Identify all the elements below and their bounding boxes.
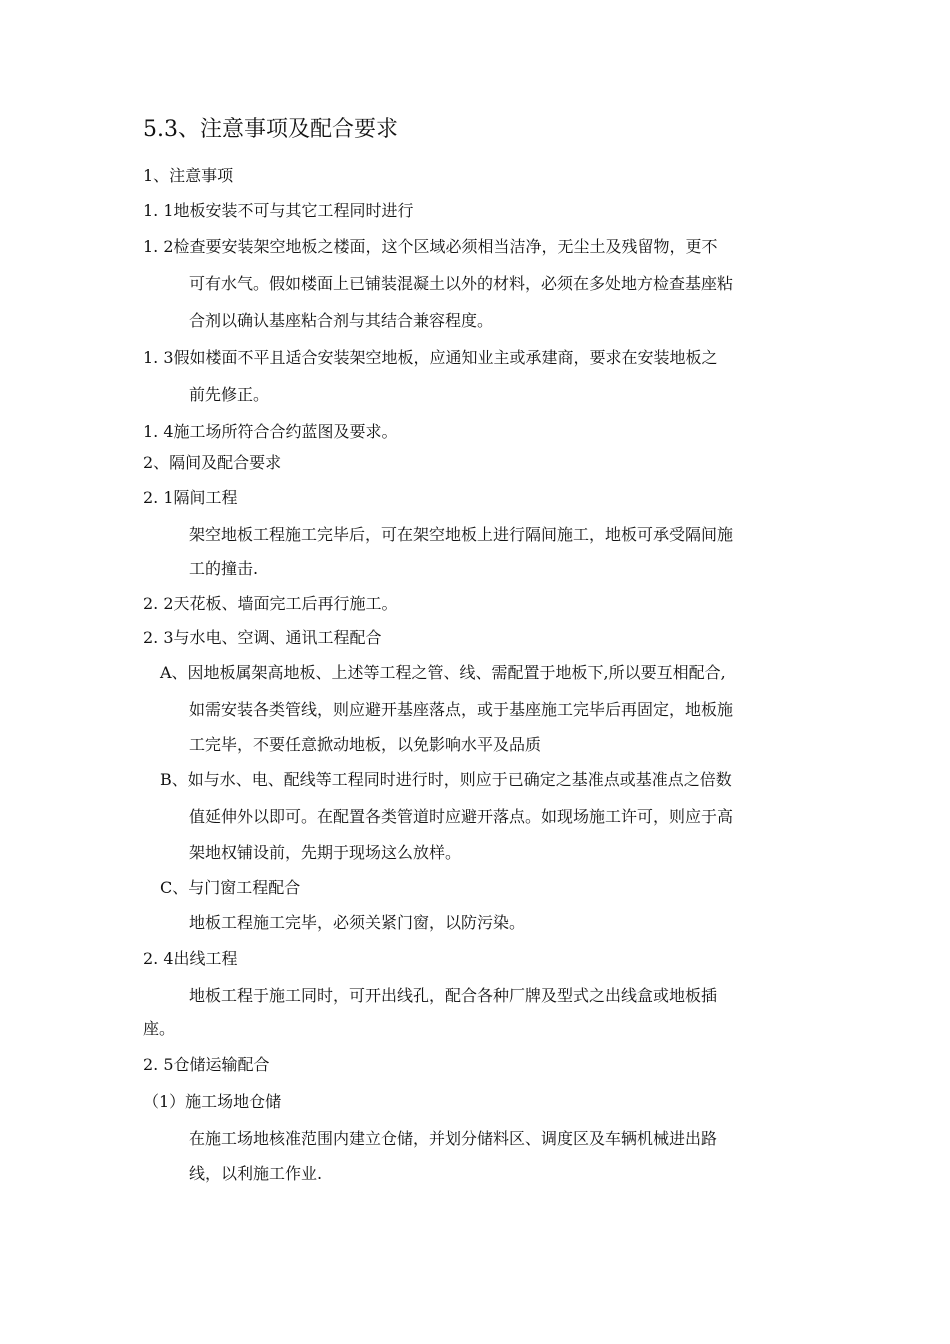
- item-a-line-1: A、因地板属架高地板、上述等工程之管、线、需配置于地板下,所以要互相配合,: [160, 663, 726, 682]
- item-p1-body-line-1: 在施工场地核准范围内建立仓储，并划分储料区、调度区及车辆机械进出路: [189, 1129, 718, 1148]
- item-a-line-3: 工完毕，不要任意掀动地板，以免影响水平及品质: [189, 735, 542, 754]
- item-c-title: C、与门窗工程配合: [160, 878, 301, 897]
- item-1-2-line-3: 合剂以确认基座粘合剂与其结合兼容程度。: [189, 311, 494, 330]
- item-2-4: 2. 4出线工程: [143, 949, 238, 968]
- item-1-4: 1. 4施工场所符合合约蓝图及要求。: [143, 422, 398, 441]
- item-b-line-3: 架地权铺设前，先期于现场这么放样。: [189, 843, 462, 862]
- item-2-3: 2. 3与水电、空调、通讯工程配合: [143, 628, 382, 647]
- item-1-2-line-1: 1. 2检查要安装架空地板之楼面，这个区域必须相当洁净，无尘土及残留物，更不: [143, 237, 718, 256]
- subsection-title-partition: 2、隔间及配合要求: [143, 453, 282, 472]
- subsection-title-precautions: 1、注意事项: [143, 166, 234, 185]
- item-c-body: 地板工程施工完毕，必须关紧门窗，以防污染。: [189, 913, 526, 932]
- item-2-1: 2. 1隔间工程: [143, 488, 238, 507]
- item-2-4-body-line-2: 座。: [143, 1019, 176, 1038]
- item-b-line-1: B、如与水、电、配线等工程同时进行时，则应于已确定之基准点或基准点之倍数: [160, 770, 732, 789]
- item-2-1-body-line-1: 架空地板工程施工完毕后，可在架空地板上进行隔间施工，地板可承受隔间施: [189, 525, 734, 544]
- item-a-line-2: 如需安装各类管线，则应避开基座落点，或于基座施工完毕后再固定，地板施: [189, 700, 734, 719]
- item-1-3-line-1: 1. 3假如楼面不平且适合安装架空地板，应通知业主或承建商，要求在安装地板之: [143, 348, 718, 367]
- section-heading: 5.3、注意事项及配合要求: [143, 117, 398, 142]
- item-2-5: 2. 5仓储运输配合: [143, 1055, 270, 1074]
- item-1-3-line-2: 前先修正。: [189, 385, 270, 404]
- item-1-2-line-2: 可有水气。假如楼面上已铺装混凝土以外的材料，必须在多处地方检查基座粘: [189, 274, 734, 293]
- item-p1-body-line-2: 线，以利施工作业.: [189, 1164, 323, 1183]
- item-2-4-body-line-1: 地板工程于施工同时，可开出线孔，配合各种厂牌及型式之出线盒或地板插: [189, 986, 718, 1005]
- item-p1-title: （1）施工场地仓储: [143, 1092, 282, 1111]
- item-2-2: 2. 2天花板、墙面完工后再行施工。: [143, 594, 398, 613]
- item-1-1: 1. 1地板安装不可与其它工程同时进行: [143, 201, 414, 220]
- item-b-line-2: 值延伸外以即可。在配置各类管道时应避开落点。如现场施工许可，则应于高: [189, 807, 734, 826]
- item-2-1-body-line-2: 工的撞击.: [189, 559, 259, 578]
